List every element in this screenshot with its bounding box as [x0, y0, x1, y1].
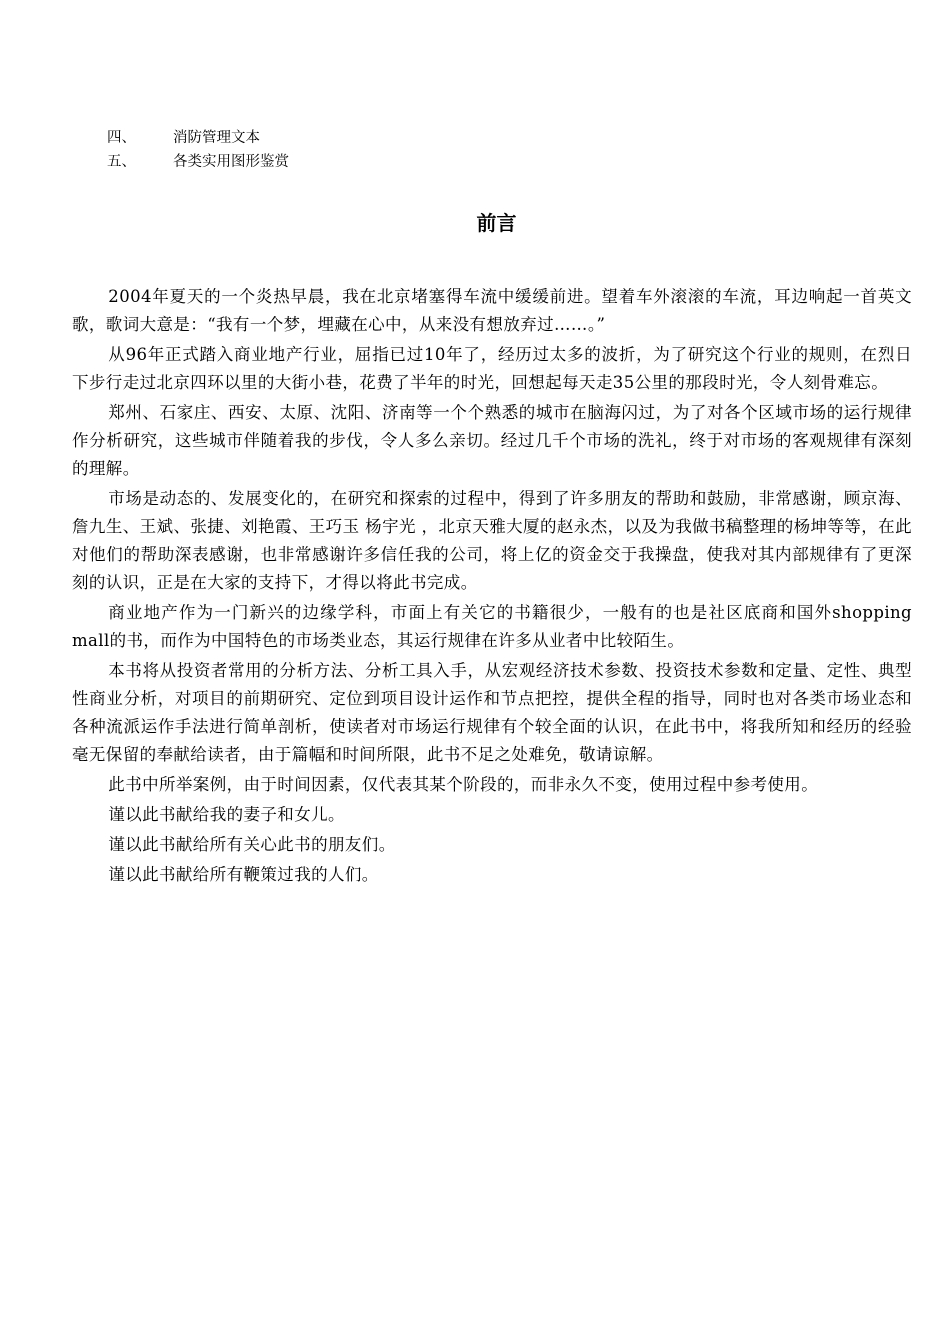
page-title: 前言: [476, 211, 517, 235]
toc-item-label: 各类实用图形鉴赏: [173, 154, 289, 170]
paragraph: 商业地产作为一门新兴的边缘学科，市面上有关它的书籍很少，一般有的也是社区底商和国外shopping mall的书，而作为中国特色的市场类业态，其运行规律在许多从业者中比较陌生。: [72, 603, 912, 650]
paragraph: 此书中所举案例，由于时间因素，仅代表其某个阶段的，而非永久不变，使用过程中参考使用。: [108, 775, 819, 794]
toc-item: [107, 150, 289, 174]
paragraph: 谨以此书献给我的妻子和女儿。: [108, 805, 345, 824]
toc-item-number: 五、: [107, 154, 136, 170]
toc-item: [107, 126, 289, 150]
paragraph: 郑州、石家庄、西安、太原、沈阳、济南等一个个熟悉的城市在脑海闪过，为了对各个区域市场的运行规律作分析研究，这些城市伴随着我的步伐，令人多么亲切。经过几千个市场的洗礼，终于对市场的客观规律有深刻的理解。: [72, 403, 912, 478]
paragraph: 谨以此书献给所有关心此书的朋友们。: [108, 835, 396, 854]
paragraph: 本书将从投资者常用的分析方法、分析工具入手，从宏观经济技术参数、投资技术参数和定量、定性、典型性商业分析，对项目的前期研究、定位到项目设计运作和节点把控，提供全程的指导，同时也对各类市场业态和各种流派运作手法进行简单剖析，使读者对市场运行规律有个较全面的认识，在此书中，将我所知和经历的经验毫无保留的奉献给读者，由于篇幅和时间所限，此书不足之处难免，敬请谅解。: [72, 661, 912, 764]
toc-item-label: 消防管理文本: [173, 130, 260, 146]
paragraph: 市场是动态的、发展变化的，在研究和探索的过程中，得到了许多朋友的帮助和鼓励，非常感谢，顾京海、詹九生、王斌、张捷、刘艳霞、王巧玉 杨宇光 ，北京天雅大厦的赵永杰，以及为我做书稿整理的杨坤等等，在此对他们的帮助深表感谢，也非常感谢许多信任我的公司，将上亿的资金交于我操盘，使我对其内部规律有了更深刻的认识，正是在大家的支持下，才得以将此书完成。: [72, 489, 912, 592]
preface-body: [72, 283, 912, 891]
paragraph: 2004年夏天的一个炎热早晨，我在北京堵塞得车流中缓缓前进。望着车外滚滚的车流，耳边响起一首英文歌，歌词大意是：“我有一个梦，埋藏在心中，从来没有想放弃过……。”: [72, 287, 912, 334]
toc-list: [107, 126, 289, 174]
paragraph: 谨以此书献给所有鞭策过我的人们。: [108, 865, 379, 884]
toc-item-number: 四、: [107, 130, 136, 146]
paragraph: 从96年正式踏入商业地产行业，屈指已过10年了，经历过太多的波折，为了研究这个行业的规则，在烈日下步行走过北京四环以里的大街小巷，花费了半年的时光，回想起每天走35公里的那段时光，令人刻骨难忘。: [72, 345, 912, 392]
